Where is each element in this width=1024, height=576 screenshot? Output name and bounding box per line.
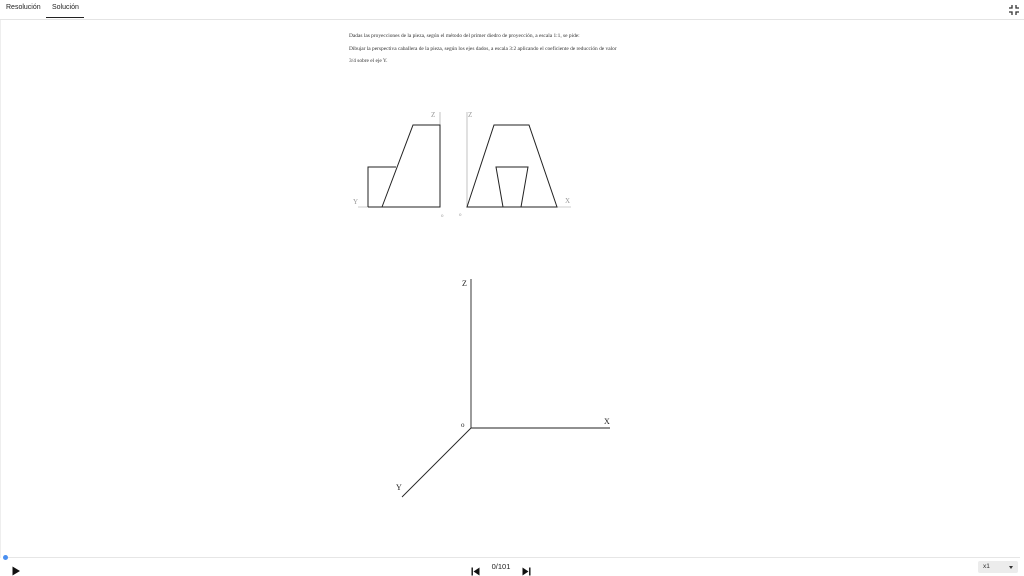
play-button[interactable] xyxy=(11,563,21,573)
y-axis-line xyxy=(402,428,471,497)
statement-line-2: Dibujar la perspectiva caballera de la pieza, según los ejes dados, a escala 3:2 aplicando el coeficiente de reducción de valor xyxy=(349,45,617,52)
perspective-axes xyxy=(396,279,610,497)
play-icon xyxy=(11,566,21,576)
left-projection xyxy=(353,111,444,219)
right-view-x-label: X xyxy=(565,197,571,205)
tab-resolucion[interactable]: Resolución xyxy=(6,4,41,11)
right-view-origin-label: o xyxy=(459,213,462,218)
tab-solucion[interactable]: Solución xyxy=(46,0,84,18)
right-view-outline xyxy=(467,125,557,207)
speed-select[interactable] xyxy=(978,561,1018,573)
statement-line-1: Dadas las proyecciones de la pieza, según el método del primer diedro de proyección, a escala 1:1, se pide: xyxy=(349,33,580,39)
right-view-slot xyxy=(496,167,528,207)
speed-value: x1 xyxy=(983,563,990,570)
left-view-outline xyxy=(368,125,440,207)
origin-label: o xyxy=(461,421,465,429)
chevron-down-icon xyxy=(1009,566,1013,569)
right-projection xyxy=(459,111,571,218)
left-view-origin-label: o xyxy=(441,214,444,219)
left-view-z-label: Z xyxy=(431,111,436,119)
y-axis-label: Y xyxy=(396,483,402,492)
progress-track[interactable] xyxy=(4,557,1020,558)
left-view-y-label: Y xyxy=(353,198,359,206)
x-axis-label: X xyxy=(604,417,610,426)
step-counter: 0/101 xyxy=(491,562,511,571)
right-view-z-label: Z xyxy=(468,111,473,119)
statement-line-3: 3/4 sobre el eje Y. xyxy=(349,58,388,64)
next-step-button[interactable] xyxy=(522,563,531,572)
left-view-small-block xyxy=(368,167,396,207)
skip-previous-icon xyxy=(471,567,480,576)
skip-next-icon xyxy=(522,567,531,576)
player-controls xyxy=(0,559,1024,576)
z-axis-label: Z xyxy=(462,279,467,288)
previous-step-button[interactable] xyxy=(471,563,480,572)
